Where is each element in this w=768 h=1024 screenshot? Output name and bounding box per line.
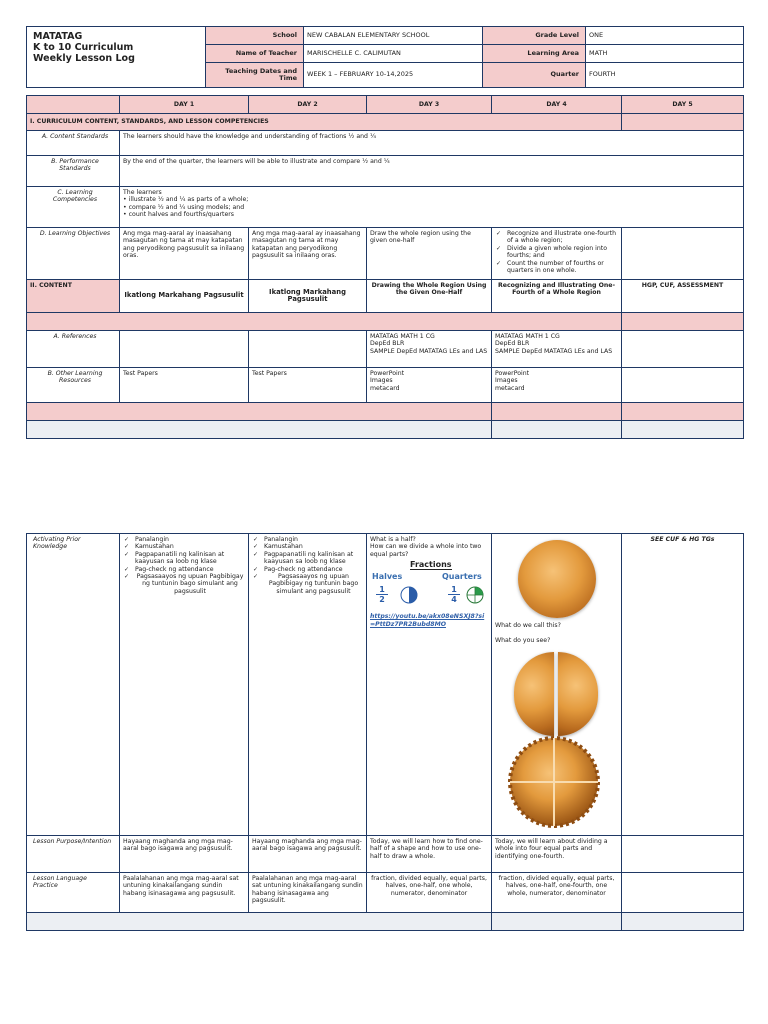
half-pie-image-left [514, 652, 598, 736]
school-label: School [206, 27, 304, 45]
fractions-title: Fractions [410, 560, 452, 570]
objectives-day-4 [492, 228, 622, 280]
purpose-day-1: Hayaang maghanda ang mga mag-aaral bago isagawa ang pagsusulit. [120, 836, 249, 873]
other-resources-day-3: PowerPoint Images metacard [367, 368, 492, 403]
title-line-1: MATATAG [33, 31, 83, 42]
performance-standards-text: By the end of the quarter, the learners will be able to illustrate and compare ½ and ¼ [120, 156, 744, 187]
document-title [27, 27, 206, 88]
objectives-day-2: Ang mga mag-aaral ay inaasahang masagutan ng tama at may katapatan ang peryodikong pagsusulit sa inilaang oras. [249, 228, 367, 280]
competency-item: • compare ½ and ¼ using models; and [123, 203, 245, 211]
activating-label: Activating Prior Knowledge [27, 534, 120, 836]
objective-item: ✓ Divide a given whole region into fourths; and [495, 245, 618, 260]
purpose-day-2: Hayaang maghanda ang mga mag-aaral bago isagawa ang pagsusulit. [249, 836, 367, 873]
language-day-1: Paalalahanan ang mga mag-aaral sat untuning kinakailangang sundin habang isinasagawa ang pagsusulit. [120, 873, 249, 913]
content-day-3: Drawing the Whole Region Using the Given One-Half [367, 280, 492, 313]
day-2-header: DAY 2 [249, 96, 367, 114]
other-resources-day-1: Test Papers [120, 368, 249, 403]
content-day-5: HGP, CUF, ASSESSMENT [622, 280, 744, 313]
content-day-2: Ikatlong Markahang Pagsusulit [249, 280, 367, 313]
area-value: MATH [586, 45, 744, 63]
day-5-header: DAY 5 [622, 96, 744, 114]
fractions-quarters-label: Quarters [442, 572, 482, 582]
school-value: NEW CABALAN ELEMENTARY SCHOOL [304, 27, 483, 45]
references-day-3: MATATAG MATH 1 CG DepEd BLR SAMPLE DepEd MATATAG LEs and LAS [367, 331, 492, 368]
fractions-halves-label: Halves [372, 572, 403, 582]
performance-standards-label: B. Performance Standards [27, 156, 120, 187]
language-day-3: fraction, divided equally, equal parts, halves, one-half, one whole, numerator, denominator [367, 873, 492, 913]
area-label: Learning Area [483, 45, 586, 63]
video-link[interactable]: https://youtu.be/akx08eNSXJ8?si=PttDz7PR2Bubd8MO [370, 613, 485, 628]
half-fraction: 1 2 [376, 585, 388, 604]
references-day-4: MATATAG MATH 1 CG DepEd BLR SAMPLE DepEd MATATAG LEs and LAS [492, 331, 622, 368]
activating-day-4: What do we call this? What do you see? [492, 534, 622, 836]
references-label: A. References [27, 331, 120, 368]
content-standards-label: A. Content Standards [27, 131, 120, 156]
quarter-label: Quarter [483, 63, 586, 88]
content-day-4: Recognizing and Illustrating One-Fourth of a Whole Region [492, 280, 622, 313]
header-table [26, 26, 744, 88]
language-practice-label: Lesson Language Practice [27, 873, 120, 913]
activating-day-5: SEE CUF & HG TGs [622, 534, 744, 836]
half-circle-icon [400, 586, 418, 604]
purpose-day-4: Today, we will learn about dividing a whole into four equal parts and identifying one-fourth. [492, 836, 622, 873]
other-resources-label: B. Other Learning Resources [27, 368, 120, 403]
activating-day-2: ✓ Panalangin ✓ Kamustahan ✓ Pagpapanatili ng kalinisan at kaayusan sa loob ng klase ✓ Pag-check ng attendance ✓ Pagsasaayos ng upuan Pagbibigay ng tuntunin bago simulant ang pagsusulit [249, 534, 367, 836]
competencies-text [120, 187, 744, 228]
objective-item: ✓ Count the number of fourths or quarters in one whole. [495, 260, 618, 275]
dates-value: WEEK 1 – FEBRUARY 10-14,2025 [304, 63, 483, 88]
language-day-2: Paalalahanan ang mga mag-aaral sat untuning kinakailangang sundin habang isinasagawa ang pagsusulit. [249, 873, 367, 913]
language-day-4: fraction, divided equally, equal parts, halves, one-half, one-fourth, one whole, numerator, denominator [492, 873, 622, 913]
objectives-label: D. Learning Objectives [27, 228, 120, 280]
quarter-circle-icon [466, 586, 484, 604]
section-1-title: I. CURRICULUM CONTENT, STANDARDS, AND LESSON COMPETENCIES [27, 114, 622, 131]
objectives-day-1: Ang mga mag-aaral ay inaasahang masagutan ng tama at may katapatan ang peryodikong pagsusulit sa inilaang oras. [120, 228, 249, 280]
quarter-fraction: 1 4 [448, 585, 460, 604]
activating-day-1: ✓ Panalangin ✓ Kamustahan ✓ Pagpapanatili ng kalinisan at kaayusan sa loob ng klase ✓ Pag-check ng attendance ✓ Pagsasaayos ng upuan Pagbibigay ng tuntunin bago simulant ang pagsusulit [120, 534, 249, 836]
competency-item: • illustrate ½ and ¼ as parts of a whole; [123, 196, 249, 204]
day-4-header: DAY 4 [492, 96, 622, 114]
purpose-label: Lesson Purpose/Intention [27, 836, 120, 873]
quartered-pie-image [506, 734, 602, 830]
activating-day-3: What is a half? How can we divide a whole into two equal parts? Fractions Halves Quarters 1 2 1 4 https://youtu.be/akx08eNSXJ8?si=PttDz7PR2Bubd8MO [367, 534, 492, 836]
day-3-header: DAY 3 [367, 96, 492, 114]
content-standards-text: The learners should have the knowledge and understanding of fractions ½ and ¼ [120, 131, 744, 156]
purpose-day-3: Today, we will learn how to find one-half of a shape and how to use one-half to draw a whole. [367, 836, 492, 873]
grade-label: Grade Level [483, 27, 586, 45]
competencies-intro: The learners [123, 189, 162, 196]
activities-table [26, 533, 744, 931]
content-day-1: Ikatlong Markahang Pagsusulit [120, 280, 249, 313]
teacher-value: MARISCHELLE C. CALIMUTAN [304, 45, 483, 63]
fractions-image [370, 561, 486, 613]
corner-cell [27, 96, 120, 114]
grade-value: ONE [586, 27, 744, 45]
other-resources-day-4: PowerPoint Images metacard [492, 368, 622, 403]
section-2-title: II. CONTENT [27, 280, 120, 313]
teacher-label: Name of Teacher [206, 45, 304, 63]
other-resources-day-2: Test Papers [249, 368, 367, 403]
title-line-3: Weekly Lesson Log [33, 53, 135, 64]
objective-item: ✓ Recognize and illustrate one-fourth of a whole region; [495, 230, 618, 245]
quarter-value: FOURTH [586, 63, 744, 88]
title-line-2: K to 10 Curriculum [33, 42, 134, 53]
day-1-header: DAY 1 [120, 96, 249, 114]
objectives-day-3: Draw the whole region using the given one-half [367, 228, 492, 280]
competencies-label: C. Learning Competencies [27, 187, 120, 228]
competency-item: • count halves and fourths/quarters [123, 211, 235, 219]
whole-pie-image [518, 540, 596, 618]
lesson-log-table [26, 95, 744, 439]
dates-label: Teaching Dates and Time [206, 63, 304, 88]
